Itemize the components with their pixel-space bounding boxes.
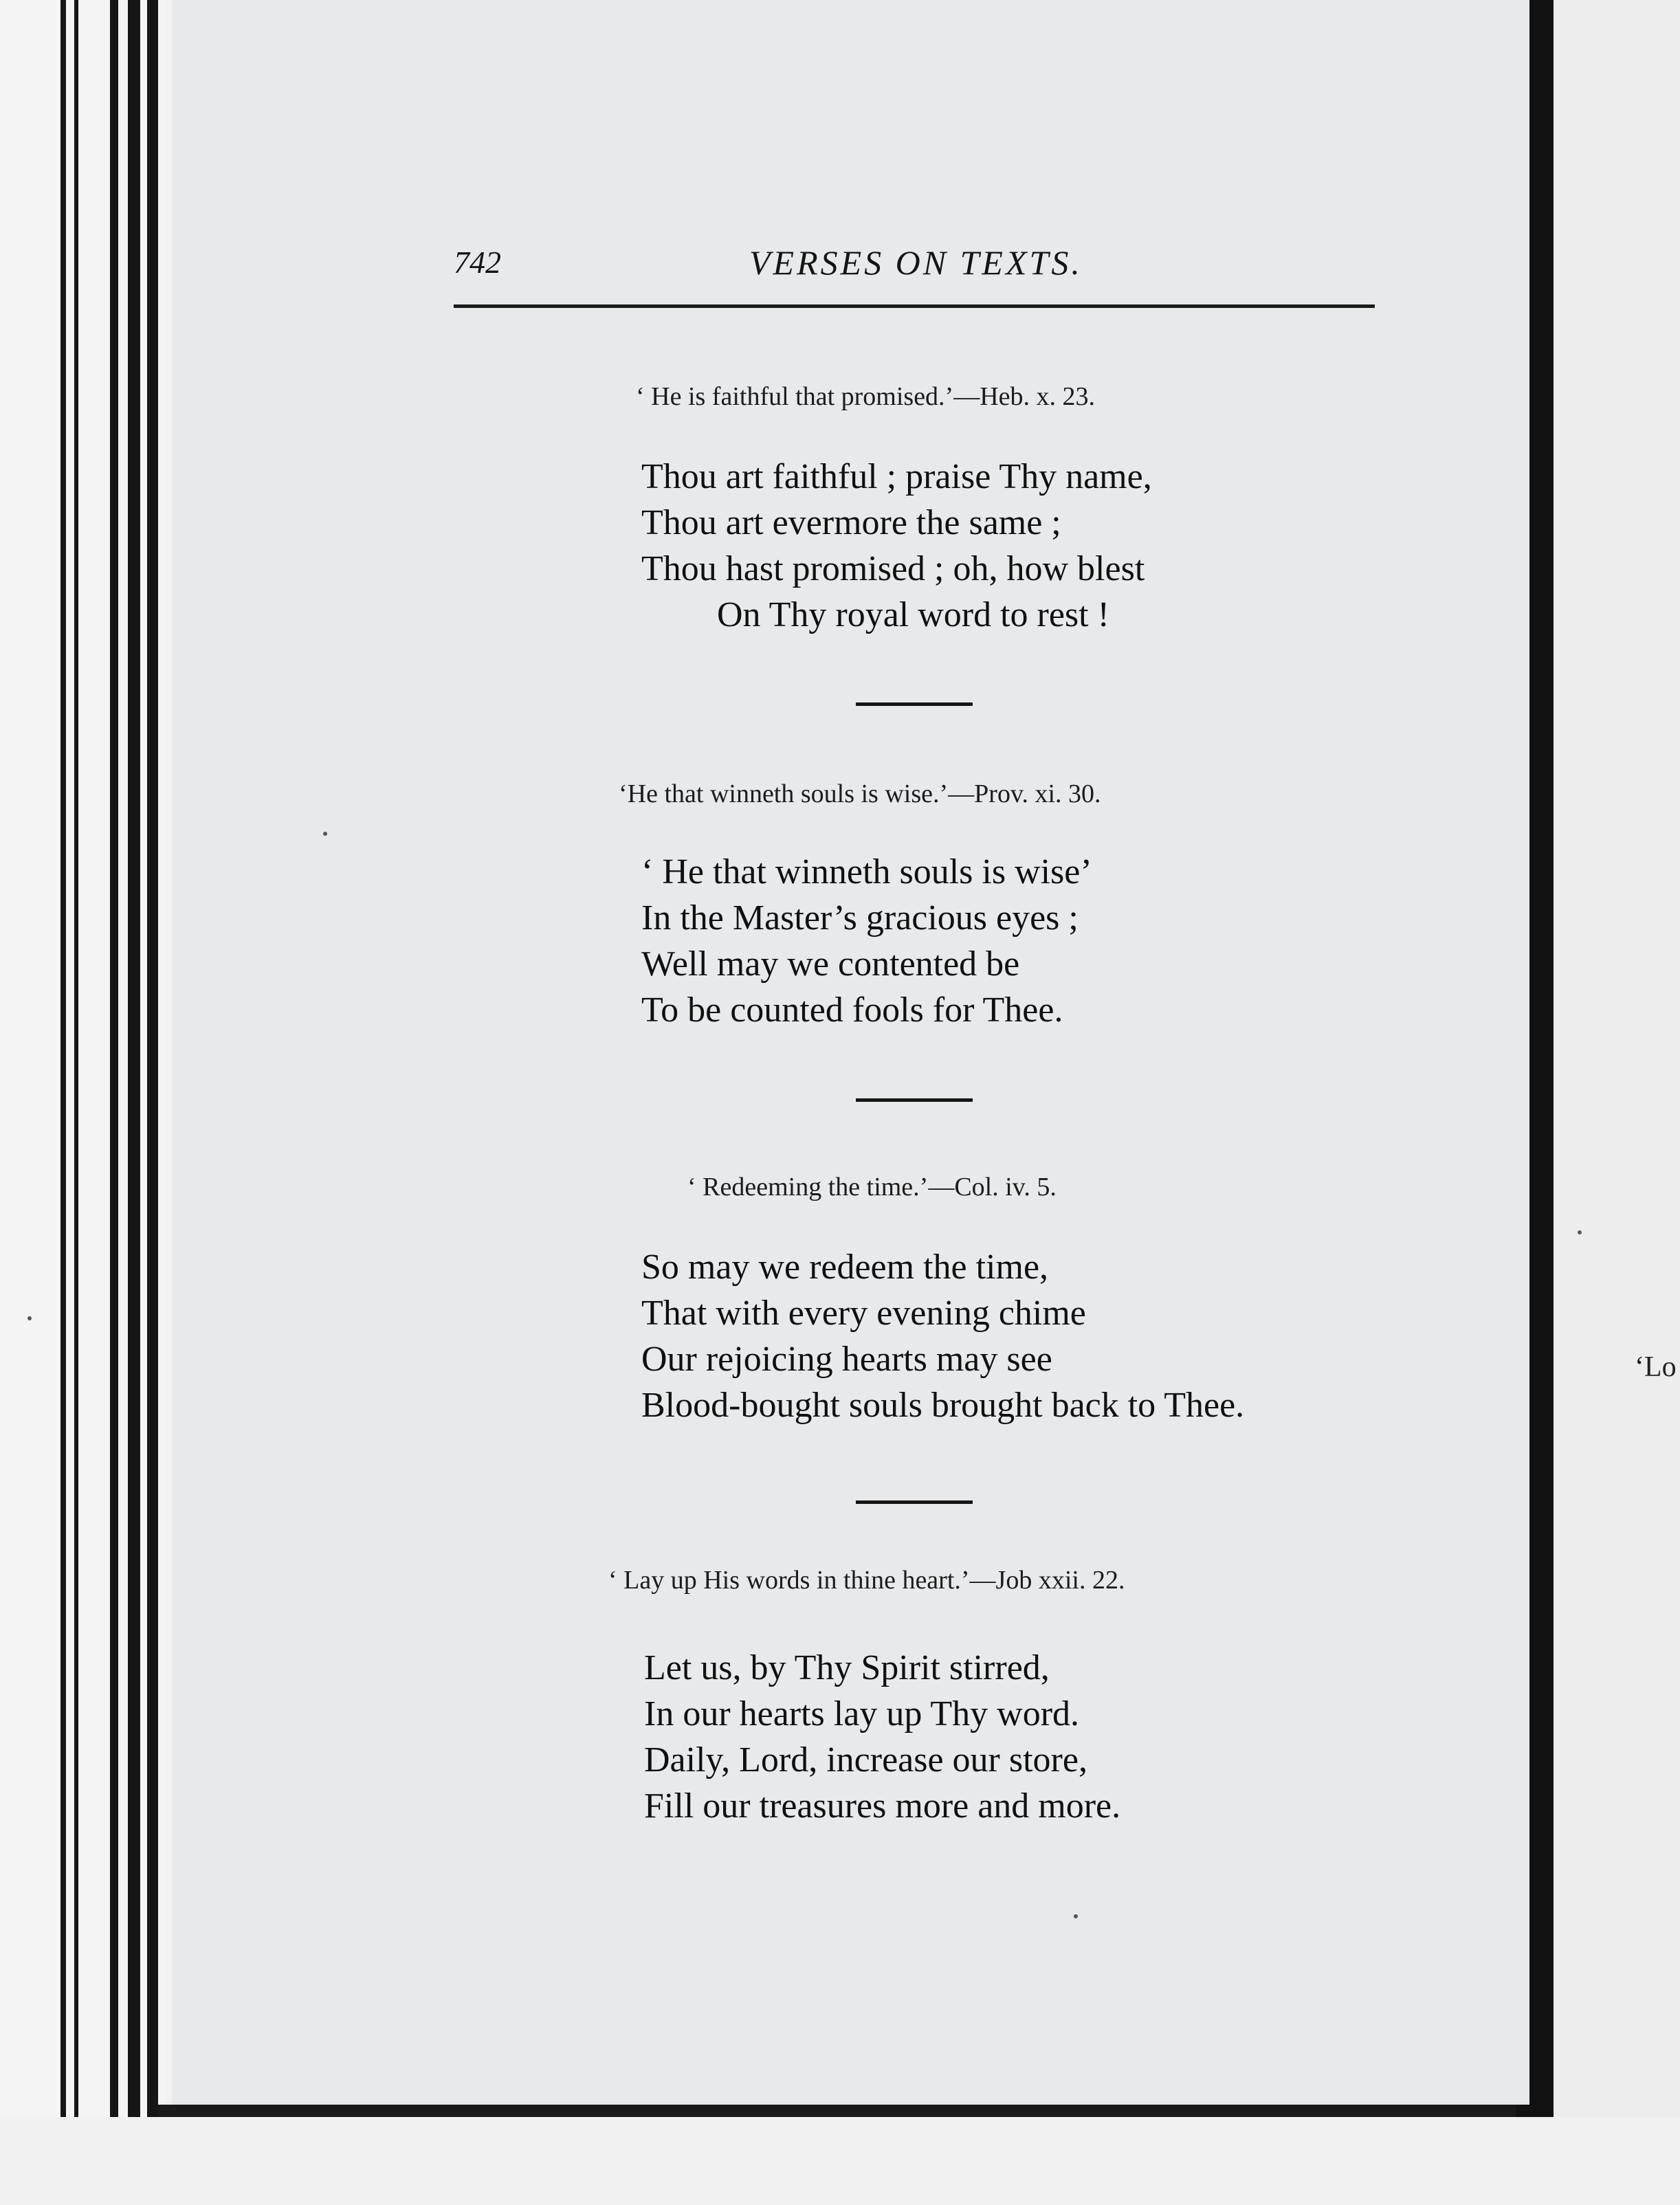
section-divider: [856, 1098, 973, 1102]
verse-line: Blood-bought souls brought back to Thee.: [641, 1386, 1245, 1425]
verse-stanza: [641, 454, 1152, 638]
verse-line: Daily, Lord, increase our store,: [644, 1740, 1087, 1780]
bottom-margin: [0, 2117, 1680, 2205]
page-edge-line: [147, 0, 158, 2117]
epigraph: ‘ Lay up His words in thine heart.’—Job xxii. 22.: [608, 1566, 1125, 1595]
scan-speck: [27, 1316, 32, 1320]
header-rule: [454, 304, 1375, 308]
verse-line: Thou art faithful ; praise Thy name,: [641, 457, 1152, 496]
verse-line: Let us, by Thy Spirit stirred,: [644, 1648, 1050, 1687]
page-edge-line: [74, 0, 78, 2117]
verse-line: So may we redeem the time,: [641, 1248, 1049, 1287]
running-title: VERSES ON TEXTS.: [749, 243, 1083, 282]
verse-line: In our hearts lay up Thy word.: [644, 1694, 1080, 1733]
facing-page: [1554, 0, 1680, 2205]
epigraph: ‘He that winneth souls is wise.’—Prov. xi. 30.: [619, 779, 1101, 808]
verse-stanza: [644, 1645, 1120, 1829]
page-bottom-edge: [158, 2105, 1516, 2117]
verse-line: In the Master’s gracious eyes ;: [641, 898, 1079, 938]
verse-line: That with every evening chime: [641, 1294, 1086, 1333]
verse-line: Our rejoicing hearts may see: [641, 1340, 1052, 1379]
verse-line: ‘ He that winneth souls is wise’: [641, 852, 1092, 891]
verse-line: On Thy royal word to rest !: [717, 595, 1109, 634]
verse-line: Thou hast promised ; oh, how blest: [641, 549, 1145, 588]
scan-speck: [1074, 1914, 1078, 1918]
scan-speck: [1578, 1230, 1582, 1234]
left-margin: [0, 0, 165, 2205]
epigraph: ‘ He is faithful that promised.’—Heb. x. 23.: [636, 382, 1096, 411]
epigraph: ‘ Redeeming the time.’—Col. iv. 5.: [687, 1173, 1057, 1201]
verse-stanza: [641, 849, 1092, 1033]
scan-speck: [323, 832, 327, 836]
verse-line: Fill our treasures more and more.: [644, 1786, 1121, 1826]
verse-line: Thou art evermore the same ;: [641, 503, 1061, 542]
facing-page-fragment: ‘Lo: [1635, 1351, 1677, 1383]
page-edge-line: [110, 0, 118, 2117]
section-divider: [856, 1500, 973, 1504]
page-number: 742: [454, 245, 501, 280]
verse-stanza: [641, 1244, 1244, 1428]
verse-line: To be counted fools for Thee.: [641, 990, 1063, 1030]
page-edge-line: [60, 0, 66, 2117]
verse-line: Well may we contented be: [641, 944, 1020, 984]
section-divider: [856, 702, 973, 706]
page-edge-line: [128, 0, 140, 2117]
running-head: [454, 237, 1375, 292]
